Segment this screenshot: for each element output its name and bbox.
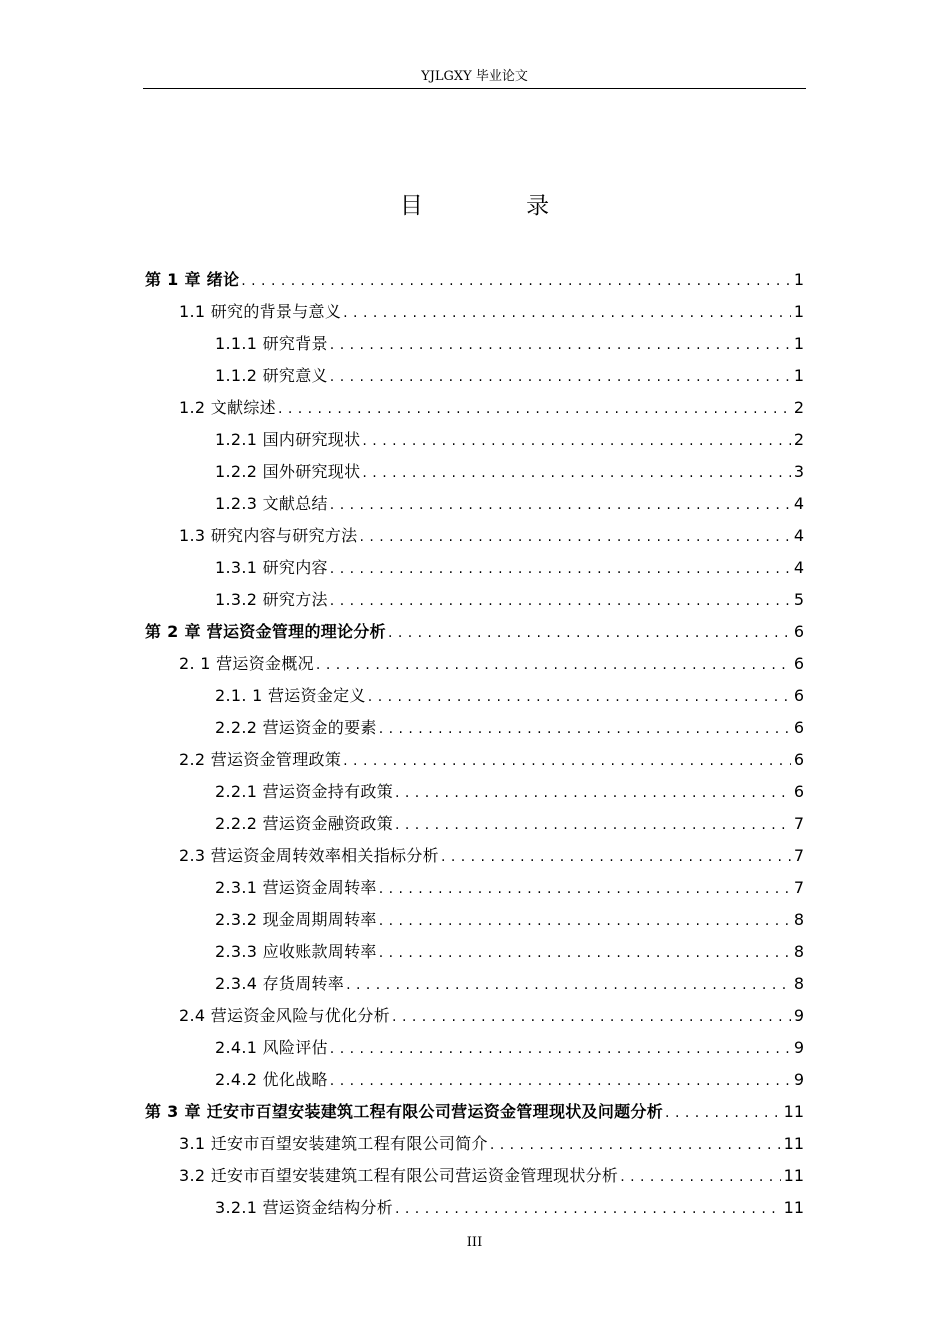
toc-leader-dots	[346, 969, 791, 1001]
toc-entry[interactable]	[143, 968, 806, 1000]
toc-entry-page: 4	[793, 494, 804, 513]
toc-entry-page: 1	[793, 302, 804, 321]
toc-entry-page: 7	[793, 814, 804, 833]
toc-entry-page: 1	[793, 270, 804, 289]
toc-entry[interactable]	[143, 680, 806, 712]
toc-entry-page: 6	[793, 750, 804, 769]
toc-leader-dots	[379, 713, 791, 745]
toc-entry-page: 2	[793, 398, 804, 417]
toc-entry-page: 8	[793, 910, 804, 929]
toc-entry-label: 3.1 迁安市百望安装建筑工程有限公司简介	[179, 1134, 488, 1153]
toc-entry-label: 第 3 章 迁安市百望安装建筑工程有限公司营运资金管理现状及问题分析	[145, 1102, 664, 1121]
toc-leader-dots	[330, 489, 791, 521]
toc-entry-page: 11	[783, 1166, 804, 1185]
toc-entry-page: 11	[783, 1198, 804, 1217]
toc-entry-label: 1.1.2 研究意义	[215, 366, 328, 385]
toc-entry-page: 3	[793, 462, 804, 481]
toc-leader-dots	[379, 873, 791, 905]
toc-entry-page: 9	[793, 1070, 804, 1089]
toc-leader-dots	[330, 329, 791, 361]
toc-entry-label: 2.3.2 现金周期周转率	[215, 910, 377, 929]
toc-entry-label: 2.4 营运资金风险与优化分析	[179, 1006, 391, 1025]
toc-entry-page: 6	[793, 622, 804, 641]
toc-entry[interactable]	[143, 840, 806, 872]
toc-leader-dots	[388, 617, 791, 649]
toc-entry[interactable]	[143, 808, 806, 840]
toc-entry-label: 3.2.1 营运资金结构分析	[215, 1198, 393, 1217]
toc-entry-label: 1.3.2 研究方法	[215, 590, 328, 609]
toc-leader-dots	[379, 937, 791, 969]
toc-entry[interactable]	[143, 904, 806, 936]
toc-entry[interactable]	[143, 616, 806, 648]
toc-entry-label: 2.2.2 营运资金融资政策	[215, 814, 393, 833]
toc-entry[interactable]	[143, 488, 806, 520]
toc-entry[interactable]	[143, 1096, 806, 1128]
toc-entry-label: 1.2.2 国外研究现状	[215, 462, 361, 481]
toc-entry-label: 2.3 营运资金周转效率相关指标分析	[179, 846, 439, 865]
toc-entry[interactable]	[143, 1000, 806, 1032]
table-of-contents	[143, 264, 806, 1224]
toc-leader-dots	[343, 745, 791, 777]
toc-entry-label: 2.3.4 存货周转率	[215, 974, 345, 993]
running-header: YJLGXY 毕业论文	[421, 69, 528, 84]
toc-entry-label: 1.2 文献综述	[179, 398, 276, 417]
toc-leader-dots	[362, 457, 790, 489]
toc-entry-label: 1.1 研究的背景与意义	[179, 302, 342, 321]
toc-entry-page: 8	[793, 974, 804, 993]
toc-title: 目 录	[399, 193, 598, 219]
toc-entry-page: 11	[783, 1134, 804, 1153]
toc-entry[interactable]	[143, 424, 806, 456]
toc-entry[interactable]	[143, 1128, 806, 1160]
toc-leader-dots	[441, 841, 791, 873]
toc-entry-label: 1.2.3 文献总结	[215, 494, 328, 513]
toc-entry-label: 2.2 营运资金管理政策	[179, 750, 342, 769]
toc-entry-label: 2.3.3 应收账款周转率	[215, 942, 377, 961]
toc-entry[interactable]	[143, 264, 806, 296]
toc-leader-dots	[330, 361, 791, 393]
toc-entry-label: 2.4.1 风险评估	[215, 1038, 328, 1057]
toc-entry[interactable]	[143, 456, 806, 488]
toc-entry-label: 2.4.2 优化战略	[215, 1070, 328, 1089]
toc-leader-dots	[330, 1065, 791, 1097]
toc-leader-dots	[343, 297, 791, 329]
toc-leader-dots	[316, 649, 791, 681]
toc-leader-dots	[620, 1161, 780, 1193]
toc-entry-page: 1	[793, 366, 804, 385]
toc-entry-page: 4	[793, 558, 804, 577]
toc-entry-label: 3.2 迁安市百望安装建筑工程有限公司营运资金管理现状分析	[179, 1166, 619, 1185]
toc-entry-page: 6	[793, 686, 804, 705]
toc-leader-dots	[379, 905, 791, 937]
toc-entry-page: 5	[793, 590, 804, 609]
toc-entry[interactable]	[143, 1160, 806, 1192]
toc-entry-label: 2. 1 营运资金概况	[179, 654, 314, 673]
toc-entry-label: 1.3.1 研究内容	[215, 558, 328, 577]
toc-entry-label: 第 2 章 营运资金管理的理论分析	[145, 622, 386, 641]
toc-leader-dots	[362, 425, 790, 457]
toc-entry-label: 1.1.1 研究背景	[215, 334, 328, 353]
toc-entry-label: 2.2.1 营运资金持有政策	[215, 782, 393, 801]
toc-entry[interactable]	[143, 1064, 806, 1096]
toc-entry-label: 2.1. 1 营运资金定义	[215, 686, 366, 705]
toc-entry-page: 9	[793, 1006, 804, 1025]
toc-entry[interactable]	[143, 296, 806, 328]
toc-entry[interactable]	[143, 1192, 806, 1224]
toc-entry-label: 2.3.1 营运资金周转率	[215, 878, 377, 897]
toc-leader-dots	[330, 585, 791, 617]
toc-entry-page: 6	[793, 654, 804, 673]
toc-entry-label: 1.2.1 国内研究现状	[215, 430, 361, 449]
toc-entry[interactable]	[143, 328, 806, 360]
toc-entry[interactable]	[143, 712, 806, 744]
toc-leader-dots	[395, 809, 791, 841]
toc-entry[interactable]	[143, 360, 806, 392]
toc-entry-page: 1	[793, 334, 804, 353]
toc-leader-dots	[330, 1033, 791, 1065]
toc-leader-dots	[395, 1193, 781, 1225]
toc-entry[interactable]	[143, 520, 806, 552]
header-rule	[143, 88, 806, 89]
toc-entry[interactable]	[143, 648, 806, 680]
toc-entry[interactable]	[143, 552, 806, 584]
toc-leader-dots	[490, 1129, 781, 1161]
toc-entry-label: 2.2.2 营运资金的要素	[215, 718, 377, 737]
toc-entry-label: 1.3 研究内容与研究方法	[179, 526, 358, 545]
toc-entry[interactable]	[143, 744, 806, 776]
toc-leader-dots	[278, 393, 791, 425]
toc-entry[interactable]	[143, 584, 806, 616]
toc-entry-page: 6	[793, 718, 804, 737]
toc-leader-dots	[392, 1001, 791, 1033]
toc-entry[interactable]	[143, 936, 806, 968]
toc-entry[interactable]	[143, 392, 806, 424]
toc-entry-page: 7	[793, 846, 804, 865]
toc-entry-page: 6	[793, 782, 804, 801]
toc-leader-dots	[359, 521, 790, 553]
toc-leader-dots	[330, 553, 791, 585]
toc-entry-page: 4	[793, 526, 804, 545]
toc-leader-dots	[241, 265, 791, 297]
toc-entry-page: 7	[793, 878, 804, 897]
toc-entry-label: 第 1 章 绪论	[145, 270, 240, 289]
toc-entry-page: 2	[793, 430, 804, 449]
toc-entry-page: 11	[783, 1102, 804, 1121]
toc-leader-dots	[395, 777, 791, 809]
toc-entry-page: 9	[793, 1038, 804, 1057]
toc-entry[interactable]	[143, 872, 806, 904]
toc-leader-dots	[665, 1097, 781, 1129]
page-number: III	[466, 1235, 483, 1250]
toc-entry-page: 8	[793, 942, 804, 961]
toc-entry[interactable]	[143, 1032, 806, 1064]
toc-entry[interactable]	[143, 776, 806, 808]
toc-leader-dots	[368, 681, 791, 713]
